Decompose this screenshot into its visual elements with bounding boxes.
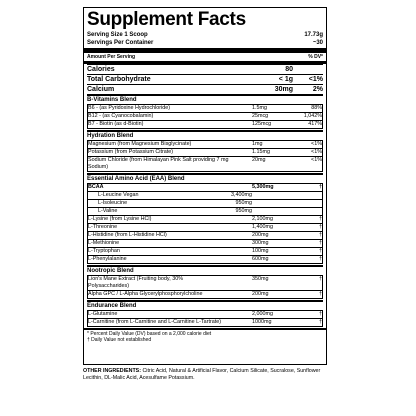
nutrient-name: L-Tryptophan [88, 247, 120, 254]
nutrient-name: B12 - (as Cyanocobalamin) [88, 112, 154, 119]
table-row [88, 223, 322, 231]
nutrient-dv: † [319, 290, 322, 297]
nutrient-dv: † [319, 215, 322, 222]
nutrient-dv: † [319, 310, 322, 317]
nutrient-dv: † [319, 247, 322, 254]
nutrient-name: B7 - Biotin (as d-Biotin) [88, 120, 144, 127]
section-title-eaa: Essential Amino Acid (EAA) Blend [87, 173, 323, 183]
nutrient-name: L-Histidine (from L-Histidine HCl) [88, 231, 167, 238]
nutrient-amount: 300mg [252, 239, 269, 246]
nutrient-amount: 1,400mg [252, 223, 273, 230]
nutrient-dv: 1,042% [303, 112, 322, 119]
nutrient-dv: † [319, 231, 322, 238]
servings-label: Servings Per Container [87, 40, 154, 46]
nutrient-dv: 417% [308, 120, 322, 127]
other-ingredients [83, 368, 333, 382]
nutrient-amount: 20mg [252, 156, 266, 163]
section-title-nootropic: Nootropic Blend [87, 265, 323, 275]
nutrient-amount: 25mcg [252, 112, 269, 119]
nutrient-name: Alpha GPC / L-Alpha Glycerylphosphorylcholine [88, 290, 203, 297]
macro-dv: 2% [312, 85, 323, 93]
nutrient-amount: 200mg [252, 231, 269, 238]
nutrient-name: L-Phenylalanine [88, 255, 127, 262]
table-row [88, 311, 322, 318]
nutrient-amount: 125mcg [252, 120, 272, 127]
table-row [88, 199, 322, 207]
table-row [88, 148, 322, 156]
nootropic-box [87, 275, 323, 299]
panel-title: Supplement Facts [87, 9, 246, 30]
footnote-dagger: † Daily Value not established [87, 337, 152, 343]
nutrient-amount: 2,100mg [252, 215, 273, 222]
nutrient-dv: † [319, 223, 322, 230]
servings-row [87, 39, 323, 47]
eaa-box [87, 183, 323, 264]
amount-header: Amount Per Serving [87, 54, 136, 60]
table-row [88, 276, 322, 290]
nutrient-name: B6 - (as Pyridoxine Hydrochloride) [88, 104, 171, 111]
divider-thick [84, 48, 326, 53]
nutrient-name: L-Carnitine (from L-Carnitine and L-Carnitine L-Tartrate) [88, 318, 222, 325]
table-row [88, 318, 322, 326]
section-title-endurance: Endurance Blend [87, 300, 323, 310]
table-row [88, 156, 322, 171]
macro-dv: <1% [308, 75, 323, 83]
hydration-box [87, 140, 323, 172]
nutrient-name: BCAA [88, 183, 104, 190]
nutrient-name: Potassium (from Potassium Citrate) [88, 148, 174, 155]
nutrient-dv: <1% [311, 156, 322, 163]
other-ingredients-text: Citric Acid, Natural & Artificial Flavor, Calcium Silicate, Sucralose, Sunflower Lecithin, DL-Malic Acid, Acesulfame Potassium. [83, 368, 321, 381]
nutrient-dv: <1% [311, 140, 322, 147]
nutrient-amount: 950mg [235, 199, 252, 206]
nutrient-amount: 950mg [235, 207, 252, 214]
macro-row-calories [87, 64, 323, 74]
nutrient-name: L-Glutamine [88, 310, 118, 317]
macro-amount: 80 [285, 65, 293, 73]
endurance-box [87, 310, 323, 327]
nutrient-amount: 100mg [252, 247, 269, 254]
nutrient-name: L-Threonine [88, 223, 118, 230]
divider-footer [84, 328, 326, 330]
table-row [88, 141, 322, 148]
servings-value: ~30 [312, 40, 323, 46]
serving-size-value: 17.73g [304, 32, 323, 38]
macro-amount: < 1g [278, 75, 293, 83]
nutrient-dv: † [319, 255, 322, 262]
nutrient-dv: 88% [311, 104, 322, 111]
nutrient-name: L-Methionine [88, 239, 120, 246]
nutrient-dv: † [319, 275, 322, 282]
macro-amount: 30mg [274, 85, 293, 93]
nutrient-name: L-Lysine (from Lysine HCl) [88, 215, 152, 222]
nutrient-name: L-Leucine Vegan [98, 191, 139, 198]
nutrient-amount: 3,400mg [231, 191, 252, 198]
table-row [88, 112, 322, 120]
b-vitamins-box [87, 104, 323, 129]
table-row [88, 290, 322, 298]
nutrient-amount: 2,000mg [252, 310, 273, 317]
macro-name: Total Carbohydrate [87, 75, 151, 83]
nutrient-amount: 5,300mg [252, 183, 274, 190]
table-row [88, 191, 322, 199]
nutrient-dv: † [319, 239, 322, 246]
table-row [88, 105, 322, 112]
other-ingredients-label: OTHER INGREDIENTS: [83, 368, 141, 374]
table-row [88, 215, 322, 223]
nutrient-amount: 350mg [252, 275, 269, 282]
macro-row-carbohydrate [87, 74, 323, 84]
dv-header: % DV* [308, 54, 323, 60]
nutrient-amount: 1.15mg [252, 148, 270, 155]
nutrient-dv: † [319, 183, 322, 190]
table-row [88, 207, 322, 215]
nutrient-name: Sodium Chloride (from Himalayan Pink Salt providing 7 mg Sodium) [88, 156, 229, 170]
table-row [88, 184, 322, 191]
nutrient-amount: 600mg [252, 255, 269, 262]
section-title-b-vitamins: B-Vitamins Blend [87, 94, 323, 104]
table-row [88, 247, 322, 255]
footnote-dv: * Percent Daily Value (DV) based on a 2,000 calorie diet [87, 330, 212, 337]
macro-row-calcium [87, 84, 323, 94]
nutrient-name: Lion's Mane Extract (Fruiting body, 30% Polysaccharides) [88, 275, 184, 289]
nutrient-dv: <1% [311, 148, 322, 155]
nutrient-dv: † [319, 318, 322, 325]
amount-header-row [87, 54, 323, 61]
macro-name: Calcium [87, 85, 115, 93]
nutrient-amount: 1mg [252, 140, 263, 147]
table-row [88, 239, 322, 247]
nutrient-name: L-Isoleucine [98, 199, 128, 206]
macro-name: Calories [87, 65, 115, 73]
serving-size-label: Serving Size 1 Scoop [87, 32, 148, 38]
nutrient-amount: 200mg [252, 290, 269, 297]
table-row [88, 120, 322, 128]
supplement-facts-panel [83, 7, 327, 365]
table-row [88, 231, 322, 239]
nutrient-amount: 1000mg [252, 318, 272, 325]
serving-size-row [87, 31, 323, 39]
nutrient-amount: 1.5mg [252, 104, 267, 111]
nutrient-name: Magnesium (from Magnesium Bisglycinate) [88, 140, 192, 147]
nutrient-name: L-Valine [98, 207, 118, 214]
section-title-hydration: Hydration Blend [87, 130, 323, 140]
table-row [88, 255, 322, 263]
